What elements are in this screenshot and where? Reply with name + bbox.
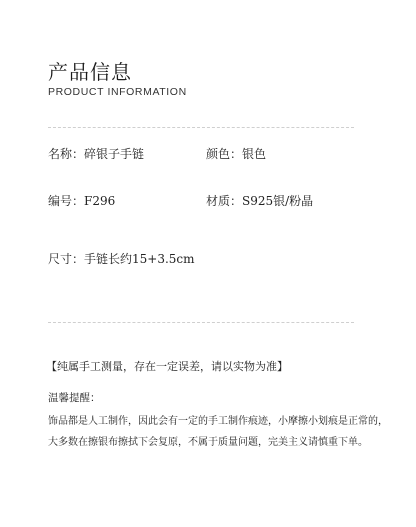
measurement-note: 【纯属手工测量，存在一定误差，请以实物为准】 [46, 360, 288, 373]
divider-top [48, 127, 354, 128]
reminder-heading: 温馨提醒： [48, 392, 101, 404]
page-subtitle: PRODUCT INFORMATION [48, 86, 187, 98]
page-title: 产品信息 [48, 60, 132, 84]
spec-color: 颜色：银色 [206, 147, 267, 161]
reminder-line-1: 饰品都是人工制作，因此会有一定的手工制作痕迹，小摩擦小划痕是正常的， [48, 416, 388, 427]
spec-code: 编号：F296 [48, 194, 116, 208]
spec-name: 名称：碎银子手链 [48, 147, 145, 161]
spec-size: 尺寸：手链长约15+3.5cm [48, 252, 195, 266]
divider-bottom [48, 322, 354, 323]
reminder-line-2: 大多数在擦银布擦拭下会复原，不属于质量问题，完美主义请慎重下单。 [48, 437, 368, 448]
spec-material: 材质：S925银/粉晶 [206, 194, 314, 208]
